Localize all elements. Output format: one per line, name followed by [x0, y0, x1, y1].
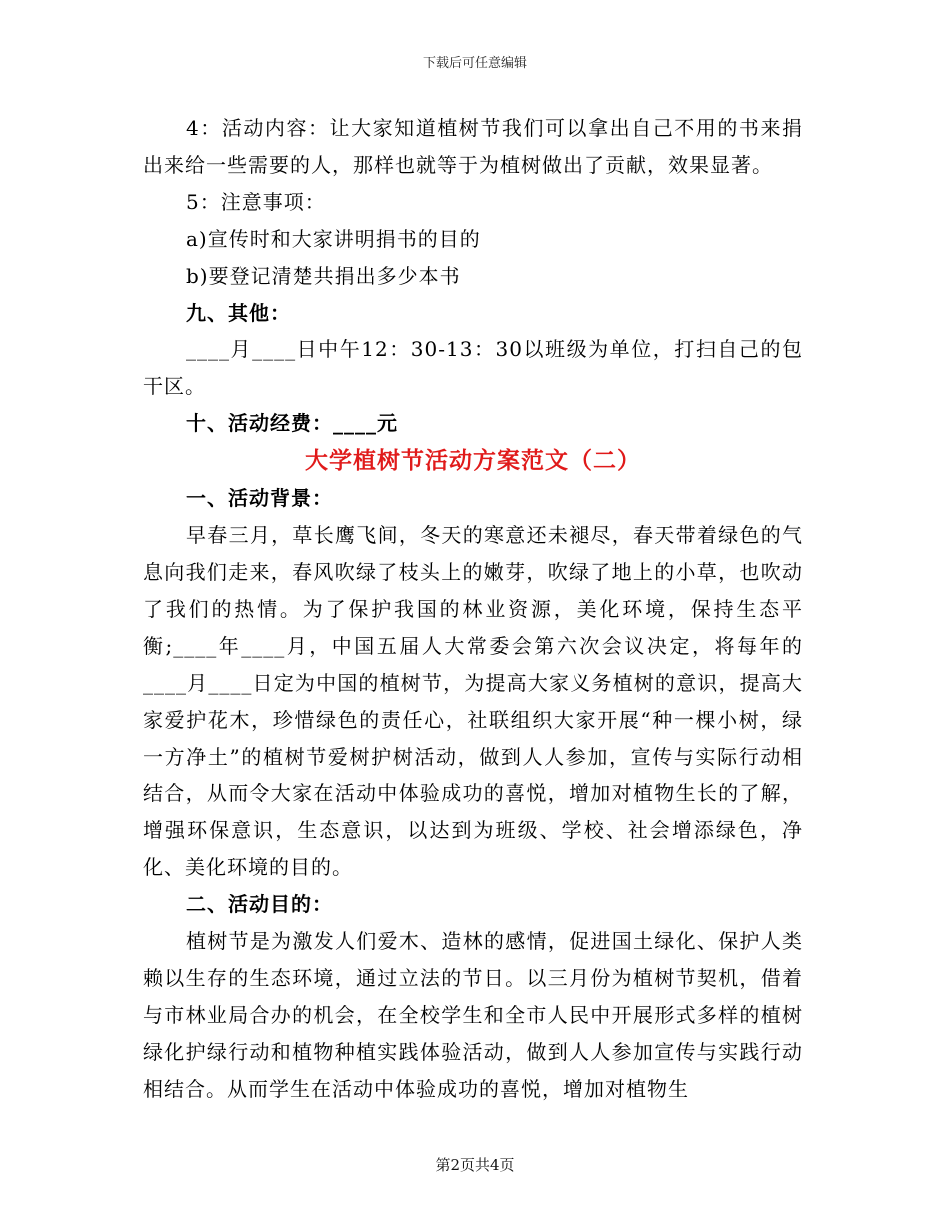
document-body — [143, 110, 803, 1108]
document-title: 大学植树节活动方案范文（二） — [305, 447, 641, 475]
page-header: 下载后可任意编辑 — [422, 56, 527, 71]
section-heading-purpose: 二、活动目的： — [186, 892, 333, 917]
paragraph-background: 早春三月，草长鹰飞间，冬天的寒意还未褪尽，春天带着绿色的气息向我们走来，春风吹绿了枝头上的嫩芽，吹绿了地上的小草，也吹动了我们的热情。为了保护我国的林业资源，美化环境，保持生态平衡;____年____月，中国五届人大常委会第六次会议决定，将每年的____月____日定为中国的植树节，为提高大家义务植树的意识，提高大家爱护花木，珍惜绿色的责任心，社联组织大家开展“种一棵小树，绿一方净土”的植树节爱树护树活动，做到人人参加，宣传与实际行动相结合，从而令大家在活动中体验成功的喜悦，增加对植物生长的了解，增强环保意识，生态意识，以达到为班级、学校、社会增添绿色，净化、美化环境的目的。 — [143, 523, 803, 880]
paragraph-note-a: a)宣传时和大家讲明捐书的目的 — [186, 226, 481, 251]
paragraph-note-b: b)要登记清楚共捐出多少本书 — [186, 263, 461, 288]
section-heading-other: 九、其他： — [186, 300, 291, 325]
section-heading-budget: 十、活动经费：____元 — [186, 411, 398, 436]
paragraph-activity-content: 4：活动内容：让大家知道植树节我们可以拿出自己不用的书来捐出来给一些需要的人，那样也就等于为植树做出了贡献，效果显著。 — [143, 116, 803, 177]
paragraph-purpose: 植树节是为激发人们爱木、造林的感情，促进国土绿化、保护人类赖以生存的生态环境，通过立法的节日。以三月份为植树节契机，借着与市林业局合办的机会，在全校学生和全市人民中开展形式多样的植树绿化护绿行动和植物种植实践体验活动，做到人人参加宣传与实践行动相结合。从而学生在活动中体验成功的喜悦，增加对植物生 — [143, 929, 803, 1101]
paragraph-notes-heading: 5：注意事项： — [186, 189, 326, 214]
page-footer: 第2页共4页 — [435, 1156, 515, 1174]
section-heading-background: 一、活动背景： — [186, 486, 333, 511]
paragraph-cleanup: ____月____日中午12：30-13：30以班级为单位，打扫自己的包干区。 — [143, 337, 803, 399]
